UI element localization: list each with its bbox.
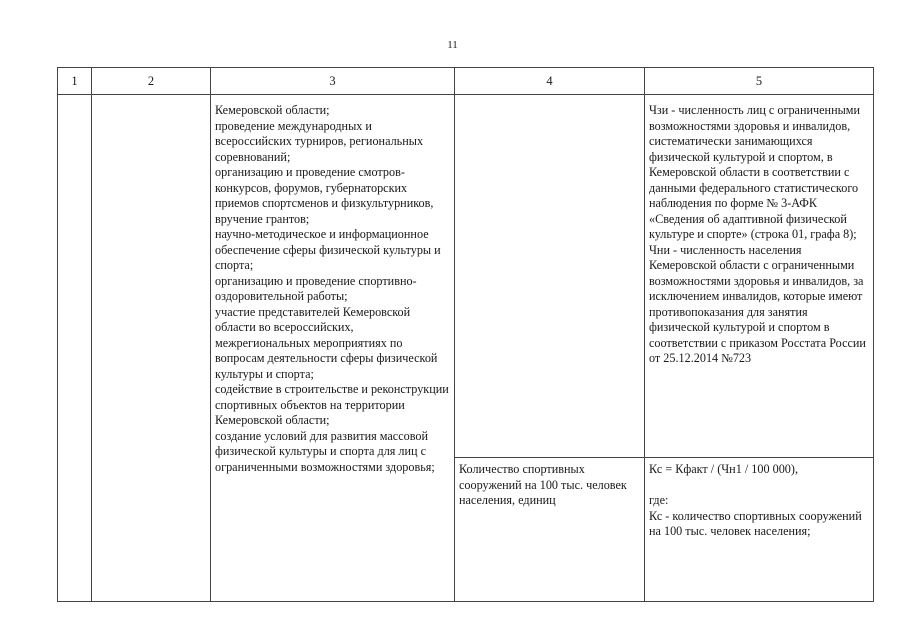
row1-indicator-text — [455, 95, 644, 103]
cell-row2-indicator — [455, 458, 645, 602]
row2-formula-text: Кс = Кфакт / (Чн1 / 100 000), где: Кс - количество спортивных сооружений на 100 тыс. человек населения; — [649, 462, 862, 538]
cell-column-2 — [92, 95, 211, 602]
page-number: 11 — [447, 39, 458, 51]
measures-list-text: Кемеровской области; проведение международных и всероссийских турниров, региональных соревнований; организацию и проведение смотров-конкурсов, форумов, губернаторских приемов спортсменов и физкультурников, вручение грантов; научно-методическое и информационное обеспечение сферы физической культуры и спорта; организацию и проведение спортивно-оздоровительной работы; участие представителей Кемеровской области во всероссийских, межрегиональных мероприятиях по вопросам деятельности сферы физической культуры и спорта; содействие в строительстве и реконструкции спортивных объектов на территории Кемеровской области; создание условий для развития массовой физической культуры и спорта для лиц с ограниченными возможностями здоровья; — [215, 103, 449, 474]
header-cell-2: 2 — [92, 68, 211, 95]
indicator-table — [57, 67, 874, 602]
cell-row1-indicator — [455, 95, 645, 458]
header-cell-3: 3 — [211, 68, 455, 95]
header-cell-5: 5 — [645, 68, 874, 95]
cell-measures-list — [211, 95, 455, 602]
table-row — [58, 95, 874, 458]
cell-row1-formula — [645, 95, 874, 458]
header-row — [58, 68, 874, 95]
header-cell-4: 4 — [455, 68, 645, 95]
row1-formula-text: Чзи - численность лиц с ограниченными возможностями здоровья и инвалидов, систематически занимающихся физической культурой и спортом, в Кемеровской области в соответствии с данными федерального статистического наблюдения по форме № 3-АФК «Сведения об адаптивной физической культуре и спорте» (строка 01, графа 8); Чни - численность населения Кемеровской области с ограниченными возможностями здоровья и инвалидов, за исключением инвалидов, которые имеют противопоказания для занятия физической культурой и спортом в соответствии с приказом Росстата России от 25.12.2014 №723 — [649, 103, 866, 365]
cell-column-1 — [58, 95, 92, 602]
cell-row2-formula — [645, 458, 874, 602]
row2-indicator-text: Количество спортивных сооружений на 100 тыс. человек населения, единиц — [459, 462, 627, 507]
header-cell-1: 1 — [58, 68, 92, 95]
